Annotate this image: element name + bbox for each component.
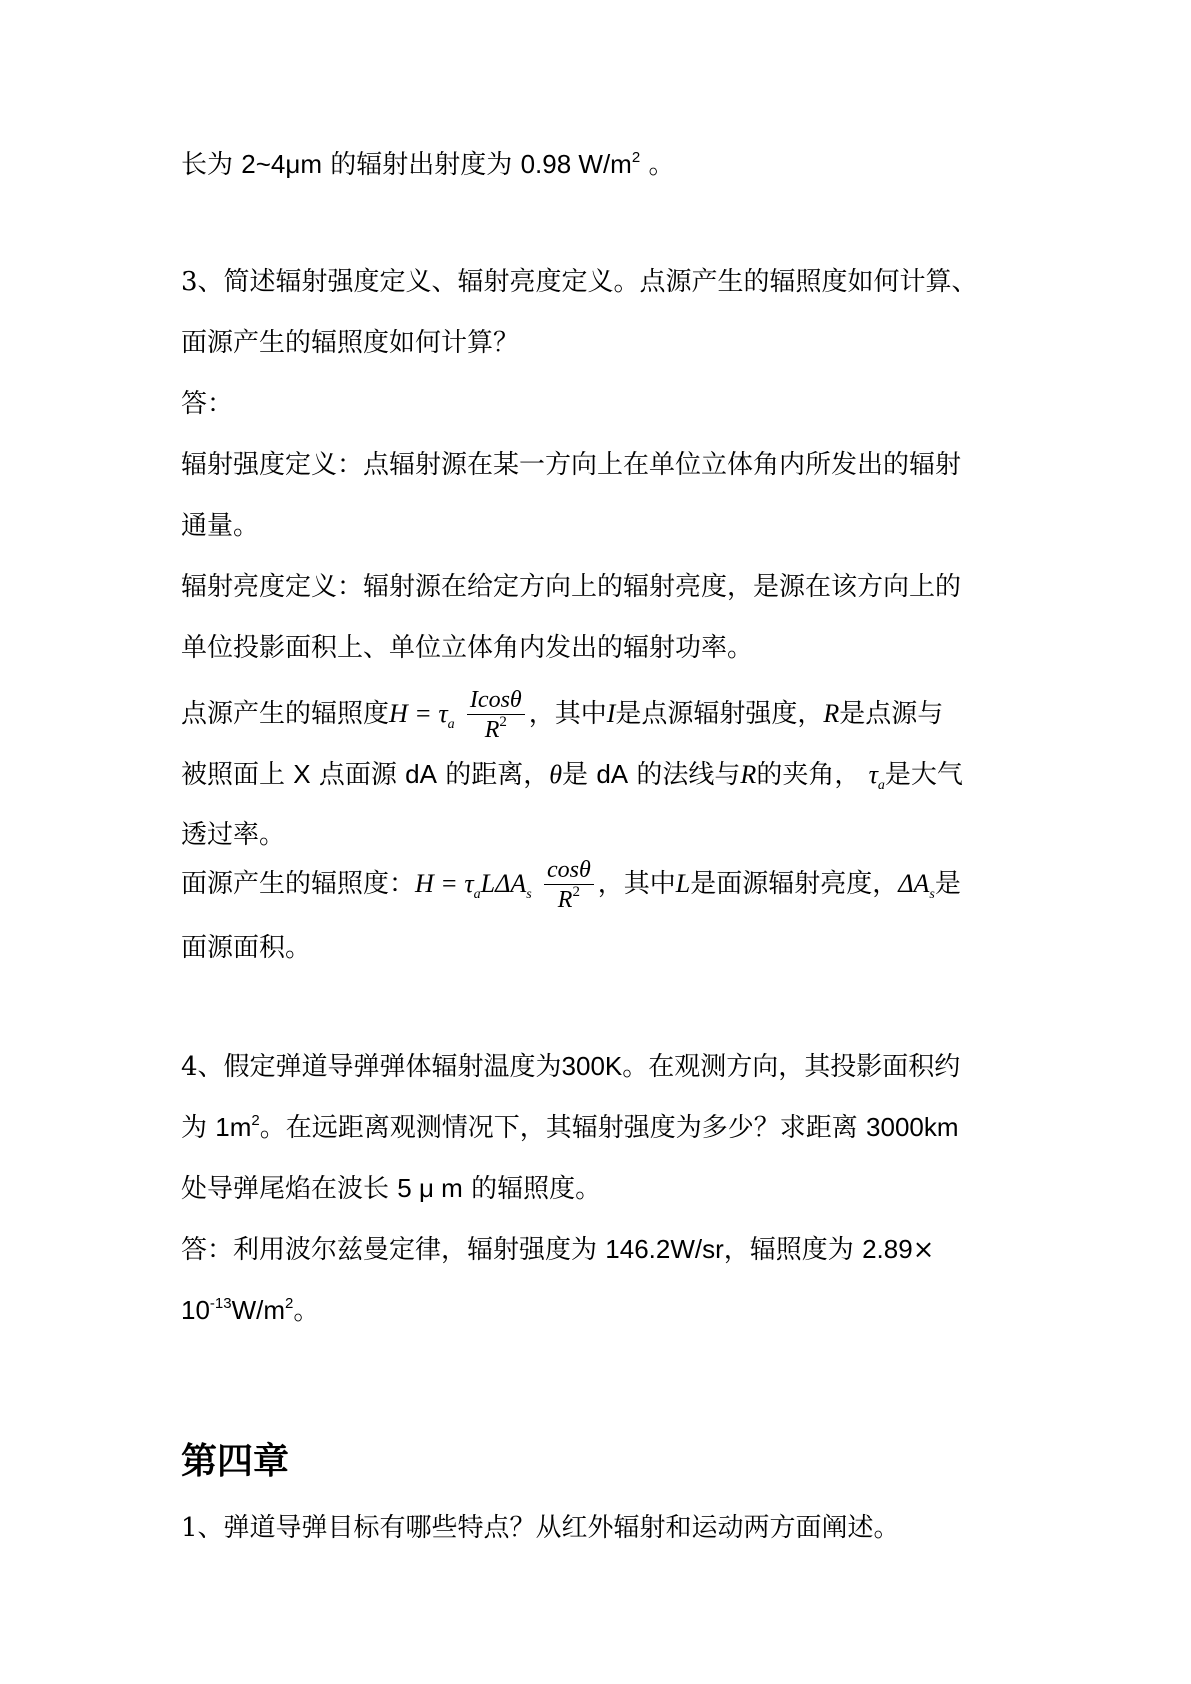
q3-line-1 <box>181 262 1021 302</box>
area-element: dA <box>596 759 629 789</box>
unit-exponent: 2 <box>631 149 641 166</box>
formula-subscript: a <box>447 717 455 732</box>
symbol-tau: τ <box>868 760 878 789</box>
text: ，其中 <box>528 699 607 729</box>
text: 是点源与 <box>839 699 944 729</box>
fraction-denominator <box>467 715 525 742</box>
area-source-fraction <box>544 858 594 912</box>
formula-subscript: a <box>473 887 481 902</box>
formula-subscript: s <box>526 887 532 902</box>
symbol-delta-A: ΔA <box>898 869 930 898</box>
text: 点面源 <box>318 760 397 790</box>
formula-lhs: H = τ <box>415 869 474 898</box>
text: 辐射亮度定义：辐射源在给定方向上的辐射亮度，是源在该方向上的 <box>181 572 962 602</box>
text: 的辐射出射度为 <box>330 150 513 180</box>
text: 。 <box>648 150 675 180</box>
text: 面源面积。 <box>181 933 312 963</box>
text: 的距离， <box>445 760 550 790</box>
text: 是 <box>934 869 961 899</box>
exitance-value: 0.98 W/m <box>520 149 632 179</box>
symbol-theta: θ <box>549 760 563 789</box>
point-x: X <box>293 759 311 789</box>
text: 4、假定弹道导弹弹体辐射温度为 <box>181 1052 562 1082</box>
chapter4-q1 <box>181 1508 1021 1548</box>
q4-answer-line-2 <box>181 1290 1021 1331</box>
text: ，其中 <box>597 869 676 899</box>
irradiance-mantissa: 2.89 <box>862 1234 913 1264</box>
fraction-numerator: Icosθ <box>467 688 525 715</box>
unit-exponent: 2 <box>285 1295 294 1312</box>
wavelength-range: 2~4μm <box>241 149 323 179</box>
denominator-exponent: 2 <box>499 714 507 730</box>
tau-subscript: a <box>877 778 885 793</box>
text: ，辐照度为 <box>723 1235 854 1265</box>
question-text: 1、弹道导弹目标有哪些特点？从红外辐射和运动两方面阐述。 <box>181 1513 900 1543</box>
text: 长为 <box>181 150 234 180</box>
point-source-fraction <box>467 688 525 742</box>
intensity-definition-2 <box>181 506 1021 546</box>
point-source-line-3 <box>181 815 1021 855</box>
continuation-line <box>181 144 1021 185</box>
answer-label: 答： <box>181 389 234 419</box>
symbol-I: I <box>606 699 616 728</box>
delta-A-subscript: s <box>929 887 935 902</box>
exponent-base: 10 <box>181 1295 210 1325</box>
denominator-exponent: 2 <box>572 884 580 900</box>
fraction-denominator <box>544 885 594 912</box>
irradiance-unit: W/m <box>231 1295 286 1325</box>
text: 通量。 <box>181 511 260 541</box>
text: 答：利用波尔兹曼定律，辐射强度为 <box>181 1235 598 1265</box>
q4-line-3 <box>181 1168 1021 1209</box>
text: 是大气 <box>884 760 963 790</box>
symbol-R: R <box>823 699 840 728</box>
text: 是点源辐射强度， <box>615 699 824 729</box>
q3-answer-label <box>181 384 1021 424</box>
text: 处导弹尾焰在波长 <box>181 1174 390 1204</box>
exponent-value: -13 <box>209 1295 232 1312</box>
text: 是面源辐射亮度， <box>690 869 899 899</box>
text: 为 <box>181 1113 208 1143</box>
intensity-value: 146.2W/sr <box>605 1234 724 1264</box>
text: 。在远距离观测情况下，其辐射强度为多少？求距离 <box>259 1113 858 1143</box>
question-text: 3、简述辐射强度定义、辐射亮度定义。点源产生的辐照度如何计算、 <box>181 267 978 297</box>
distance-value: 3000km <box>866 1112 959 1142</box>
point-source-line-2 <box>181 754 1021 795</box>
text: 点源产生的辐照度 <box>181 699 390 729</box>
area-exponent: 2 <box>251 1112 260 1129</box>
radiance-definition-2 <box>181 628 1021 668</box>
text: 的辐照度。 <box>471 1174 602 1204</box>
text: 面源产生的辐照度： <box>181 869 416 899</box>
formula-term: LΔA <box>480 869 527 898</box>
intensity-definition-1 <box>181 445 1021 485</box>
formula-lhs: H = τ <box>389 699 448 728</box>
text: 单位投影面积上、单位立体角内发出的辐射功率。 <box>181 633 754 663</box>
times-sign: × <box>912 1235 935 1265</box>
area-value: 1m <box>215 1112 252 1142</box>
text: 的法线与 <box>636 760 741 790</box>
denominator-symbol: R <box>484 717 500 743</box>
fraction-numerator: cosθ <box>544 858 594 885</box>
point-source-formula-line <box>181 686 1021 742</box>
text: 。 <box>293 1296 320 1326</box>
temperature-value: 300K <box>561 1051 623 1081</box>
text: 被照面上 <box>181 760 286 790</box>
text: 辐射强度定义：点辐射源在某一方向上在单位立体角内所发出的辐射 <box>181 450 962 480</box>
denominator-symbol: R <box>557 887 573 913</box>
area-source-formula-line <box>181 856 1021 912</box>
text: 的夹角， <box>756 760 861 790</box>
text: 透过率。 <box>181 820 286 850</box>
symbol-L: L <box>675 869 691 898</box>
area-source-line-2 <box>181 928 1021 968</box>
q3-line-2 <box>181 323 1021 363</box>
chapter-heading: 第四章 <box>181 1441 290 1482</box>
area-element: dA <box>405 759 437 789</box>
text: 。在观测方向，其投影面积约 <box>622 1052 961 1082</box>
q4-line-2 <box>181 1107 1021 1148</box>
radiance-definition-1 <box>181 567 1021 607</box>
question-text: 面源产生的辐照度如何计算？ <box>181 328 520 358</box>
q4-answer-line-1 <box>181 1229 1021 1270</box>
q4-line-1 <box>181 1046 1021 1087</box>
text: 是 <box>562 760 589 790</box>
wavelength-value: 5 μ m <box>397 1173 463 1203</box>
symbol-R: R <box>740 760 757 789</box>
